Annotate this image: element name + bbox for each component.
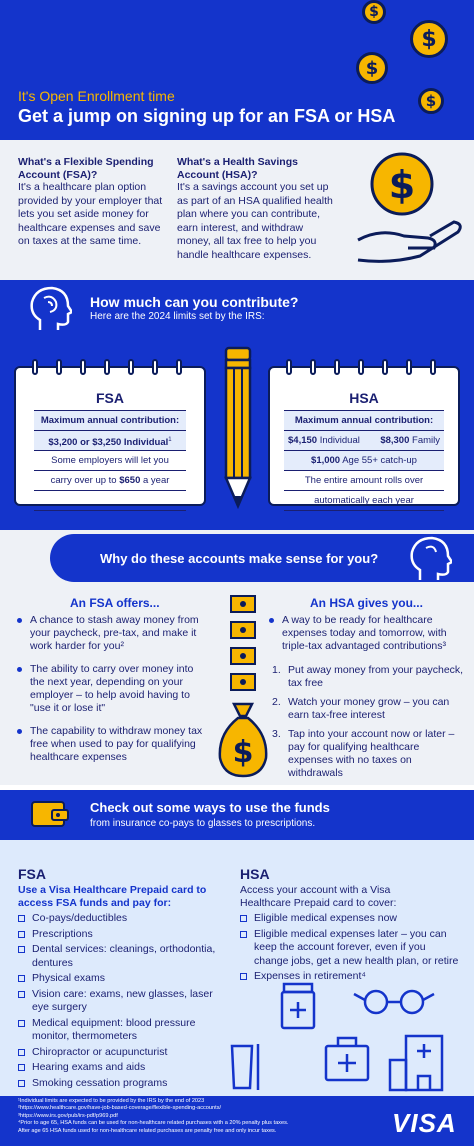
contribute-section [0,280,474,530]
fsa-amount: $3,200 or $3,250 Individual$^1$ [34,431,186,451]
fsa-card-title: FSA [96,390,124,406]
hsa-max-label: Maximum annual contribution: [284,411,444,431]
list-item: Hearing exams and aids [18,1061,228,1075]
pencil-icon [218,346,258,512]
list-item: Eligible medical expenses now [240,912,462,926]
funds-subtitle: from insurance co-pays to glasses to prescriptions. [90,818,316,829]
hsa-catchup: $1,000 Age 55+ catch-up [284,451,444,471]
funds-banner [0,790,474,840]
fsa-carryover-line1: Some employers will let you [34,451,186,471]
footnote: ²https://www.healthcare.gov/have-job-based-coverage/flexible-spending-accounts/ [18,1105,222,1112]
hsa-rollover-line2: automatically each year [284,491,444,511]
head-thinking-icon [28,286,72,332]
dollar-coin-icon: $ [362,0,386,24]
list-item: Dental services: cleanings, orthodontia, dentures [18,943,228,970]
svg-text:$: $ [388,163,416,207]
hsa-card-title: HSA [349,390,379,406]
hsa-limits-card [268,366,460,506]
fsa-max-label: Maximum annual contribution: [34,411,186,431]
dollar-coin-icon: $ [410,20,448,58]
use-funds-section [0,840,474,1096]
list-item: Medical equipment: blood pressure monitor, thermometers [18,1017,228,1044]
why-title: Why do these accounts make sense for you? [100,551,379,566]
wallet-icon [30,800,70,830]
footnote: ⁴Prior to age 65, HSA funds can be used for non-healthcare related purchases with a 20% penalty plus taxes. [18,1120,289,1127]
hsa-amounts: $4,150 Individual $8,300 Family [284,431,444,451]
list-item: A way to be ready for healthcare expenses today and tomorrow, with triple-tax advantaged contributions³ [268,614,464,653]
fsa-blank-line [34,491,186,511]
hsa-rollover-line1: The entire amount rolls over [284,471,444,491]
list-item: Vision care: exams, new glasses, laser eye surgery [18,988,228,1015]
list-item: Smoking cessation programs [18,1077,228,1091]
hsa-use-list [240,912,462,986]
list-item: The ability to carry over money into the next year, depending on your employer – to help avoid having to "use it or lose it" [16,663,208,715]
list-item: Eligible medical expenses later – you can keep the account forever, even if you change jobs, get a new health plan, or retire [240,928,462,969]
hsa-gives-intro [268,614,464,661]
list-item: Expenses in retirement⁴ [240,970,462,984]
list-item: The capability to withdraw money tax free when used to pay for qualifying healthcare expenses [16,725,208,764]
step-item: 3. Tap into your account now or later – pay for qualifying healthcare expenses with no taxes on withdrawals [272,728,455,779]
step-item: 2. Watch your money grow – you can earn tax-free interest [272,696,450,721]
list-item: Chiropractor or acupuncturist [18,1046,228,1060]
header-kicker: It's Open Enrollment time [18,88,175,104]
dollar-coin-icon: $ [356,52,388,84]
list-item: Co-pays/deductibles [18,912,228,926]
funds-title: Check out some ways to use the funds [90,800,330,815]
list-item: Physical exams [18,972,228,986]
hsa-use-title: HSA [240,866,270,882]
footer [0,1096,474,1146]
intro-section [0,140,474,280]
svg-text:$: $ [232,735,254,770]
fsa-answer: It's a healthcare plan option provided by your employer that lets you set aside money for healthcare expenses and save on taxes at the same time. [18,181,163,247]
head-thinking-icon [408,536,452,582]
step-item: 1. Put away money from your paycheck, tax free [272,664,464,689]
offers-section [0,590,474,785]
footnote: ¹Individual limits are expected to be provided by the IRS by the end of 2023 [18,1098,205,1104]
header-section [0,0,474,140]
footnote: ³https://www.irs.gov/pub/irs-pdf/p969.pdf [18,1112,118,1119]
page-title: Get a jump on signing up for an FSA or HSA [18,106,396,126]
fsa-offers-list [16,614,208,772]
hsa-use-intro: Access your account with a Visa Healthcare Prepaid card to cover: [240,884,397,909]
fsa-limits-card [14,366,206,506]
contribute-subtitle: Here are the 2024 limits set by the IRS: [90,311,265,322]
why-banner [50,534,474,582]
medical-icons [228,980,474,1096]
list-item: Prescriptions [18,928,228,942]
visa-logo: VISA [392,1108,457,1138]
footnote: After age 65 HSA funds used for non-healthcare related purchases are penalty free and only incur taxes. [18,1127,277,1134]
hsa-answer: It's a savings account you set up as part of an HSA qualified health plan where you can contribute, earn interest, and withdraw money, all tax free to help you handle healthcare expenses. [177,181,333,261]
fsa-offers-title: An FSA offers... [70,596,160,610]
hsa-gives-title: An HSA gives you... [310,596,423,610]
list-item: A chance to stash away money from your paycheck, pre-tax, and make it work harder for you² [16,614,208,653]
money-bag-icon [214,700,272,780]
fsa-use-intro: Use a Visa Healthcare Prepaid card to access FSA funds and pay for: [18,884,207,909]
hand-holding-coin-icon [350,148,465,270]
hsa-question: What's a Health Savings Account (HSA)? [177,156,298,181]
fsa-question: What's a Flexible Spending Account (FSA)? [18,156,154,181]
contribute-title: How much can you contribute? [90,294,299,310]
footnotes [18,1098,388,1135]
fsa-use-list [18,912,228,1092]
fsa-carryover-line2: carry over up to $650 a year [34,471,186,491]
hsa-steps [272,664,464,780]
fsa-use-title: FSA [18,866,46,882]
dollar-coin-icon: $ [418,88,444,114]
